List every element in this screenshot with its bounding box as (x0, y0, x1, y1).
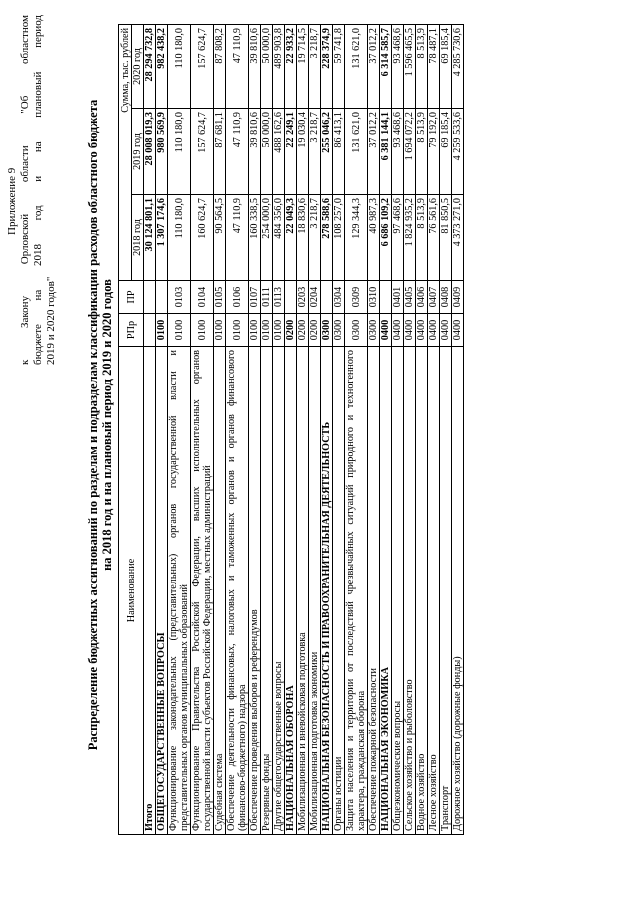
row-name: ОБЩЕГОСУДАРСТВЕННЫЕ ВОПРОСЫ (156, 347, 168, 835)
row-value-2019: 255 046,2 (321, 109, 333, 195)
row-rz-code: 0100 (273, 314, 285, 347)
row-value-2019: 39 810,6 (249, 109, 261, 195)
appendix-line: Приложение 9 (6, 167, 18, 235)
row-value-2019: 37 012,2 (368, 109, 380, 195)
row-pr-code (156, 281, 168, 314)
budget-table (118, 24, 464, 835)
row-pr-code: 0304 (333, 281, 345, 314)
row-pr-code: 0105 (214, 281, 226, 314)
row-value-2018: 40 987,3 (368, 195, 380, 281)
row-value-2018: 81 850,5 (440, 195, 452, 281)
row-value-2020: 37 012,2 (368, 24, 380, 108)
row-value-2019: 488 162,6 (273, 109, 285, 195)
row-name: НАЦИОНАЛЬНАЯ ЭКОНОМИКА (380, 347, 392, 835)
row-rz-code: 0200 (285, 314, 297, 347)
row-rz-code: 0400 (440, 314, 452, 347)
row-rz-code: 0300 (321, 314, 333, 347)
row-name: Мобилизационная и вневойсковая подготовка (297, 347, 309, 835)
row-value-2019: 980 569,9 (156, 109, 168, 195)
row-rz-code: 0100 (261, 314, 273, 347)
row-pr-code: 0309 (345, 281, 368, 314)
row-value-2020: 28 294 732,8 (144, 24, 156, 108)
row-rz-code: 0200 (309, 314, 321, 347)
row-pr-code: 0405 (404, 281, 416, 314)
table-row (380, 24, 392, 834)
table-row (168, 24, 191, 834)
row-rz-code: 0400 (392, 314, 404, 347)
row-value-2020: 110 180,0 (168, 24, 191, 108)
row-value-2020: 3 218,7 (309, 24, 321, 108)
row-value-2019: 86 413,1 (333, 109, 345, 195)
header-year: 2020 год (132, 24, 144, 108)
row-name: Обеспечение пожарной безопасности (368, 347, 380, 835)
header-name: Наименование (119, 347, 144, 835)
table-row (144, 24, 156, 834)
table-row (273, 24, 285, 834)
row-rz-code: 0100 (226, 314, 249, 347)
row-value-2020: 19 714,5 (297, 24, 309, 108)
header-year: 2019 год (132, 109, 144, 195)
row-pr-code (321, 281, 333, 314)
row-value-2018: 97 468,6 (392, 195, 404, 281)
row-value-2020: 4 285 730,6 (452, 24, 464, 108)
row-rz-code: 0100 (214, 314, 226, 347)
row-name: Функционирование Правительства Российской Федерации, высших исполнительных органов государственной власти субъектов Российской Федерации, местных администраций (191, 347, 214, 835)
row-value-2018: 30 124 801,1 (144, 195, 156, 281)
row-name: Лесное хозяйство (428, 347, 440, 835)
row-value-2019: 19 030,4 (297, 109, 309, 195)
row-name: НАЦИОНАЛЬНАЯ БЕЗОПАСНОСТЬ И ПРАВООХРАНИТЕЛЬНАЯ ДЕЯТЕЛЬНОСТЬ (321, 347, 333, 835)
row-name: Дорожное хозяйство (дорожные фонды) (452, 347, 464, 835)
row-value-2019: 50 000,0 (261, 109, 273, 195)
row-value-2020: 157 624,7 (191, 24, 214, 108)
table-row (321, 24, 333, 834)
row-value-2019: 79 192,0 (428, 109, 440, 195)
row-name: Защита населения и территории от последствий чрезвычайных ситуаций природного и техногенного характера, гражданская оборона (345, 347, 368, 835)
row-value-2018: 6 686 109,2 (380, 195, 392, 281)
row-rz-code (144, 314, 156, 347)
appendix-line: к Закону Орловской области "Об областном (19, 15, 31, 365)
row-value-2018: 1 824 935,2 (404, 195, 416, 281)
row-name: Функционирование законодательных (представительных) органов государственной власти и представительных органов муниципальных образований (168, 347, 191, 835)
row-rz-code: 0100 (191, 314, 214, 347)
table-row (156, 24, 168, 834)
table-row (309, 24, 321, 834)
row-value-2020: 69 185,4 (440, 24, 452, 108)
table-row (345, 24, 368, 834)
table-row (249, 24, 261, 834)
row-name: Мобилизационная подготовка экономики (309, 347, 321, 835)
row-value-2019: 22 249,1 (285, 109, 297, 195)
table-row (333, 24, 345, 834)
row-pr-code: 0409 (452, 281, 464, 314)
row-value-2018: 3 218,7 (309, 195, 321, 281)
row-name: Обеспечение деятельности финансовых, налоговых и таможенных органов и органов финансового (финансово-бюджетного) надзора (226, 347, 249, 835)
row-rz-code: 0400 (380, 314, 392, 347)
row-name: Сельское хозяйство и рыболовство (404, 347, 416, 835)
row-value-2018: 254 000,0 (261, 195, 273, 281)
row-name: Итого (144, 347, 156, 835)
row-value-2019: 3 218,7 (309, 109, 321, 195)
row-value-2019: 131 621,0 (345, 109, 368, 195)
row-value-2018: 160 338,5 (249, 195, 261, 281)
row-name: Транспорт (440, 347, 452, 835)
row-pr-code: 0113 (273, 281, 285, 314)
row-name: Другие общегосударственные вопросы (273, 347, 285, 835)
table-row (440, 24, 452, 834)
table-row (452, 24, 464, 834)
row-value-2018: 18 830,6 (297, 195, 309, 281)
row-value-2020: 1 596 465,5 (404, 24, 416, 108)
row-value-2020: 47 110,9 (226, 24, 249, 108)
row-rz-code: 0300 (333, 314, 345, 347)
row-rz-code: 0200 (297, 314, 309, 347)
table-row (368, 24, 380, 834)
row-value-2020: 50 000,0 (261, 24, 273, 108)
row-pr-code (380, 281, 392, 314)
row-value-2019: 1 694 072,2 (404, 109, 416, 195)
row-name: Общеэкономические вопросы (392, 347, 404, 835)
header-pr: ПР (119, 281, 144, 314)
row-value-2019: 69 185,4 (440, 109, 452, 195)
row-pr-code: 0111 (261, 281, 273, 314)
row-pr-code: 0407 (428, 281, 440, 314)
row-value-2019: 110 180,0 (168, 109, 191, 195)
row-value-2019: 28 008 019,3 (144, 109, 156, 195)
title-line: Распределение бюджетных ассигнований по разделам и подразделам классификации расходов областного бюджета (86, 99, 100, 751)
table-row (226, 24, 249, 834)
row-value-2020: 8 513,9 (416, 24, 428, 108)
row-value-2018: 1 307 174,6 (156, 195, 168, 281)
row-value-2018: 4 373 271,0 (452, 195, 464, 281)
row-value-2020: 78 487,1 (428, 24, 440, 108)
row-value-2018: 8 513,9 (416, 195, 428, 281)
row-value-2018: 76 561,6 (428, 195, 440, 281)
header-year: 2018 год (132, 195, 144, 281)
row-value-2019: 87 681,1 (214, 109, 226, 195)
row-name: Обеспечение проведения выборов и референдумов (249, 347, 261, 835)
row-rz-code: 0300 (368, 314, 380, 347)
table-body (144, 24, 464, 834)
row-value-2020: 6 314 585,7 (380, 24, 392, 108)
document-title (86, 75, 114, 775)
row-pr-code: 0203 (297, 281, 309, 314)
row-value-2019: 6 381 144,1 (380, 109, 392, 195)
row-value-2019: 4 259 533,6 (452, 109, 464, 195)
table-row (191, 24, 214, 834)
table-row (404, 24, 416, 834)
row-rz-code: 0400 (428, 314, 440, 347)
row-rz-code: 0100 (249, 314, 261, 347)
row-value-2020: 39 810,6 (249, 24, 261, 108)
row-pr-code: 0408 (440, 281, 452, 314)
row-value-2019: 93 468,6 (392, 109, 404, 195)
row-name: Судебная система (214, 347, 226, 835)
row-pr-code: 0107 (249, 281, 261, 314)
row-pr-code: 0406 (416, 281, 428, 314)
header-sum: Сумма, тыс. рублей (119, 24, 132, 280)
appendix-line: бюджете на 2018 год и на плановый период (32, 15, 44, 365)
row-name: Органы юстиции (333, 347, 345, 835)
row-value-2019: 47 110,9 (226, 109, 249, 195)
table-row (416, 24, 428, 834)
row-pr-code: 0104 (191, 281, 214, 314)
row-pr-code (144, 281, 156, 314)
row-value-2020: 22 933,2 (285, 24, 297, 108)
row-value-2018: 278 588,6 (321, 195, 333, 281)
row-value-2018: 484 356,0 (273, 195, 285, 281)
row-pr-code: 0204 (309, 281, 321, 314)
row-name: Резервные фонды (261, 347, 273, 835)
table-row (392, 24, 404, 834)
title-line: на 2018 год и на плановый период 2019 и 2020 годов (100, 279, 114, 571)
table-row (214, 24, 226, 834)
row-value-2018: 160 624,7 (191, 195, 214, 281)
row-value-2018: 110 180,0 (168, 195, 191, 281)
row-value-2020: 489 903,8 (273, 24, 285, 108)
row-name: НАЦИОНАЛЬНАЯ ОБОРОНА (285, 347, 297, 835)
row-pr-code: 0106 (226, 281, 249, 314)
row-rz-code: 0400 (452, 314, 464, 347)
row-value-2020: 228 374,9 (321, 24, 333, 108)
row-value-2020: 131 621,0 (345, 24, 368, 108)
table-row (428, 24, 440, 834)
row-value-2018: 22 049,3 (285, 195, 297, 281)
header-rz: РПр (119, 314, 144, 347)
row-value-2020: 87 808,2 (214, 24, 226, 108)
appendix-note (6, 15, 58, 365)
row-rz-code: 0100 (156, 314, 168, 347)
row-rz-code: 0100 (168, 314, 191, 347)
table-row (297, 24, 309, 834)
row-value-2019: 157 624,7 (191, 109, 214, 195)
row-value-2018: 108 257,0 (333, 195, 345, 281)
table-row (285, 24, 297, 834)
row-rz-code: 0400 (404, 314, 416, 347)
row-value-2020: 982 438,2 (156, 24, 168, 108)
row-value-2018: 129 344,3 (345, 195, 368, 281)
row-rz-code: 0300 (345, 314, 368, 347)
row-pr-code (285, 281, 297, 314)
row-rz-code: 0400 (416, 314, 428, 347)
row-pr-code: 0401 (392, 281, 404, 314)
row-value-2018: 90 564,5 (214, 195, 226, 281)
row-pr-code: 0103 (168, 281, 191, 314)
row-value-2018: 47 110,9 (226, 195, 249, 281)
row-pr-code: 0310 (368, 281, 380, 314)
row-value-2020: 59 741,8 (333, 24, 345, 108)
appendix-line: 2019 и 2020 годов" (45, 276, 57, 365)
row-value-2020: 93 468,6 (392, 24, 404, 108)
row-name: Водное хозяйство (416, 347, 428, 835)
table-row (261, 24, 273, 834)
row-value-2019: 8 513,9 (416, 109, 428, 195)
